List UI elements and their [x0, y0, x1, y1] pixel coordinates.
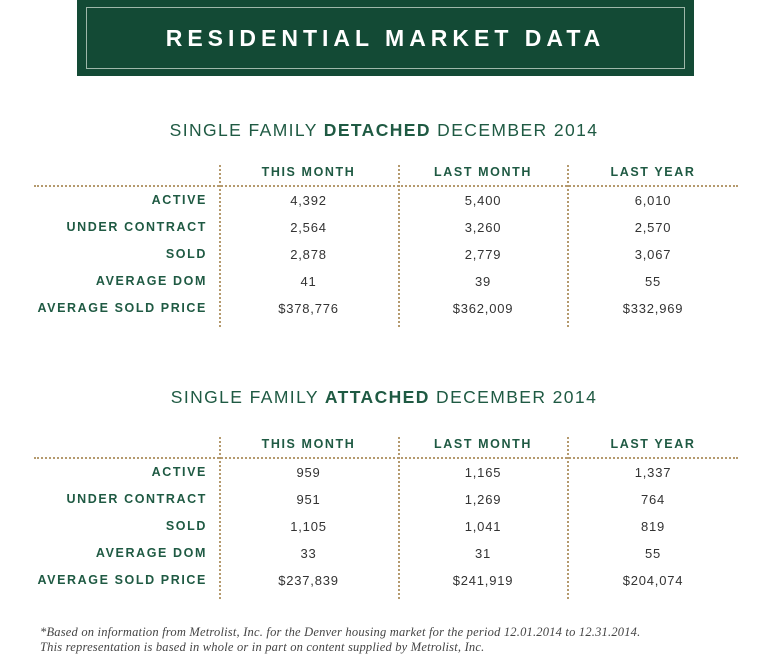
cell-this-month: 33: [300, 546, 317, 561]
cell-last-year: 2,570: [634, 220, 672, 235]
table-header-row: [0, 165, 768, 187]
cell-last-month: 3,260: [464, 220, 502, 235]
cell-this-month: $237,839: [278, 573, 339, 588]
cell-this-month: $378,776: [278, 301, 339, 316]
cell-last-year: 3,067: [634, 247, 672, 262]
table-row: [0, 546, 768, 573]
cell-last-year: 6,010: [634, 193, 672, 208]
cell-last-year: $204,074: [622, 573, 684, 588]
cell-last-month: 31: [474, 546, 492, 561]
section-title-bold: ATTACHED: [324, 387, 430, 407]
cell-last-year: 55: [644, 274, 662, 289]
page-title: RESIDENTIAL MARKET DATA: [165, 24, 606, 51]
cell-last-year: $332,969: [622, 301, 684, 316]
section-title-detached: [0, 120, 768, 141]
title-banner: [77, 0, 694, 76]
column-header-last-month: LAST MONTH: [434, 165, 532, 179]
row-label: AVERAGE SOLD PRICE: [37, 573, 207, 587]
section-title-prefix: SINGLE FAMILY: [170, 387, 325, 407]
table-row: [0, 465, 768, 492]
section-title-bold: DETACHED: [323, 120, 431, 140]
cell-last-year: 819: [640, 519, 666, 534]
cell-last-month: 2,779: [464, 247, 502, 262]
footnote-line: *Based on information from Metrolist, Inc. for the Denver housing market for the period 12.01.2014 to 12.31.2014.: [40, 625, 641, 639]
cell-last-month: 1,165: [464, 465, 502, 480]
cell-last-year: 764: [640, 492, 666, 507]
table-row: [0, 519, 768, 546]
column-header-last-year: LAST YEAR: [610, 165, 696, 179]
column-header-this-month: THIS MONTH: [261, 165, 356, 179]
header-divider: [34, 457, 738, 459]
cell-last-month: $241,919: [452, 573, 514, 588]
row-label: AVERAGE DOM: [95, 546, 207, 560]
cell-last-month: $362,009: [452, 301, 514, 316]
cell-this-month: 2,878: [290, 247, 327, 262]
column-header-this-month: THIS MONTH: [261, 437, 356, 451]
row-label: SOLD: [165, 247, 207, 261]
row-label: AVERAGE SOLD PRICE: [37, 301, 207, 315]
footnote: [40, 625, 760, 655]
row-label: ACTIVE: [151, 193, 207, 207]
cell-this-month: 951: [296, 492, 321, 507]
table-row: [0, 193, 768, 220]
table-row: [0, 573, 768, 600]
cell-this-month: 2,564: [290, 220, 327, 235]
row-label: UNDER CONTRACT: [66, 492, 207, 506]
title-banner-frame: [86, 7, 685, 69]
cell-last-month: 39: [474, 274, 492, 289]
row-label: SOLD: [165, 519, 207, 533]
cell-this-month: 959: [296, 465, 321, 480]
row-label: UNDER CONTRACT: [66, 220, 207, 234]
row-label: ACTIVE: [151, 465, 207, 479]
cell-last-year: 1,337: [634, 465, 672, 480]
table-row: [0, 274, 768, 301]
column-header-last-year: LAST YEAR: [610, 437, 696, 451]
table-row: [0, 301, 768, 328]
cell-last-month: 1,269: [464, 492, 502, 507]
cell-this-month: 4,392: [290, 193, 327, 208]
footnote-line: This representation is based in whole or in part on content supplied by Metrolist, Inc.: [40, 640, 485, 654]
cell-last-year: 55: [644, 546, 662, 561]
column-header-last-month: LAST MONTH: [434, 437, 532, 451]
header-divider: [34, 185, 738, 187]
cell-this-month: 41: [300, 274, 317, 289]
section-title-suffix: DECEMBER 2014: [430, 120, 599, 140]
cell-last-month: 5,400: [464, 193, 502, 208]
cell-this-month: 1,105: [290, 519, 327, 534]
table-header-row: [0, 437, 768, 459]
table-row: [0, 492, 768, 519]
table-row: [0, 220, 768, 247]
row-label: AVERAGE DOM: [95, 274, 207, 288]
section-title-attached: [0, 387, 768, 408]
table-row: [0, 247, 768, 274]
cell-last-month: 1,041: [464, 519, 502, 534]
section-title-suffix: DECEMBER 2014: [429, 387, 598, 407]
section-title-prefix: SINGLE FAMILY: [169, 120, 324, 140]
